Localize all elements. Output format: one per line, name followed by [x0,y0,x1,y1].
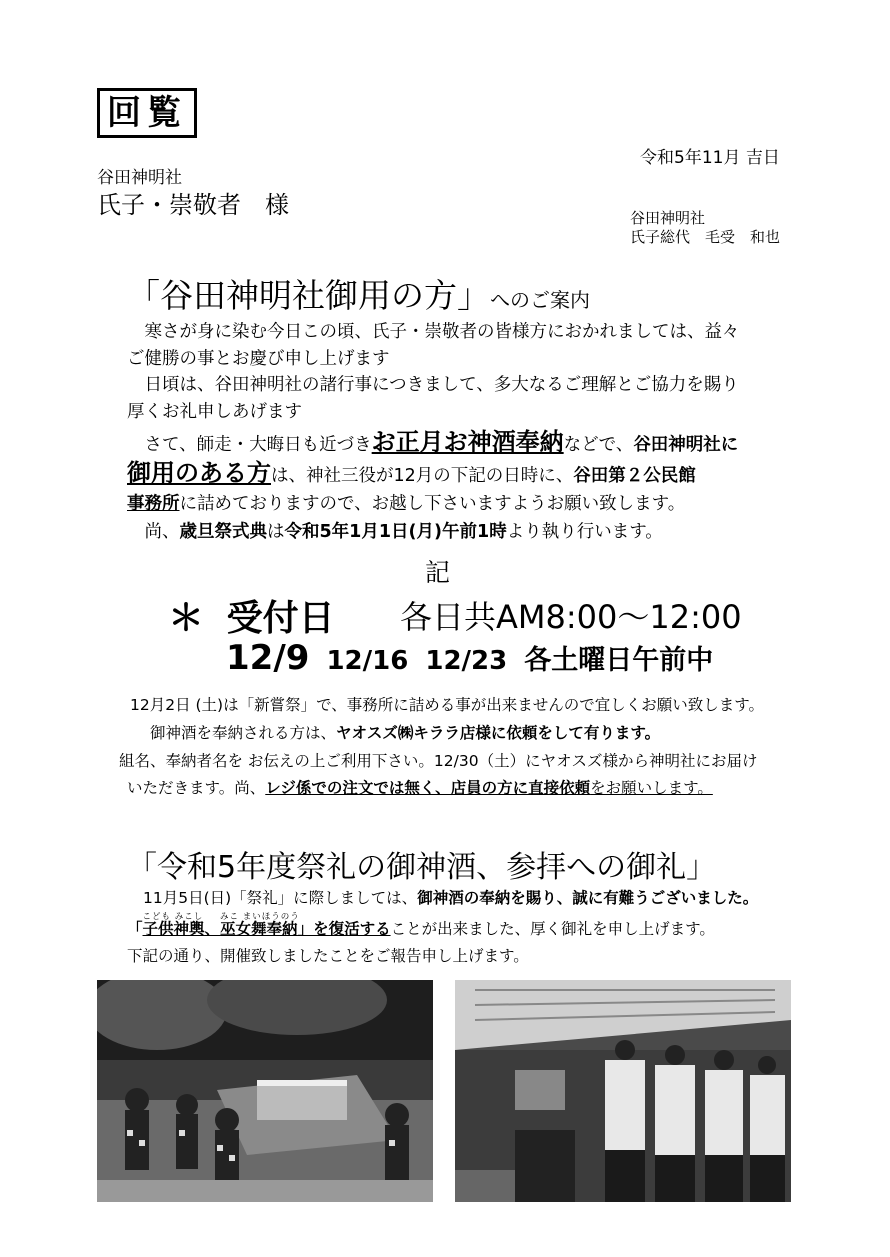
p4-text-c: は [267,522,285,542]
notice-title-main: 「谷田神明社御用の方」 [127,276,490,315]
photo-kodomo-mikoshi-image [97,980,433,1202]
reception-label: 受付日 [226,598,335,639]
recipient-people: 氏子・崇敬者 様 [97,191,289,219]
thanks-line-2 [127,912,715,942]
kodomo-mikoshi: 子供神輿 [142,920,205,938]
note-3: 組名、奉納者名を お伝えの上ご利用下さい。12/30（土）にヤオスズ様から神明社にお届け [119,752,758,770]
p3-text-f: は、神社三役が12月の下記の日時に、 [271,466,574,486]
reception-day-note: 各土曜日午前中 [524,645,714,676]
p3-shrine: 谷田神明社に [633,435,739,455]
reception-date-1: 12/9 [226,638,310,678]
p1-line1: 寒さが身に染む今日この頃、氏子・崇敬者の皆様方におかれましては、益々 [144,322,740,342]
notice-title-suffix: へのご案内 [490,288,590,312]
note-2 [150,721,660,746]
thanks-line-1-text: 11月5日(日)「祭礼」に際しましては、 [143,889,418,907]
reception-date-2: 12/16 [326,646,409,676]
photo-miko-mai-image [455,980,791,1202]
note-2-bold: ヤオスズ㈱キララ店様に依頼をして有ります。 [336,724,661,742]
note-2-text: 御神酒を奉納される方は、 [150,724,337,742]
p3-office: 事務所 [127,494,180,514]
p3-text-i: に詰めておりますので、お越し下さいますようお願い致します。 [179,494,686,514]
recipient-shrine: 谷田神明社 [97,168,182,188]
reception-hours: 各日共AM8:00～12:00 [400,598,742,636]
p1-line2: ご健勝の事とお慶び申し上げます [127,348,390,369]
issue-date: 令和5年11月 吉日 [640,148,780,168]
thanks-comma: 、 [204,920,221,938]
thanks-revive: 」を復活する [297,920,391,938]
notice-title [127,270,590,317]
p3-text-a: さて、師走・大晦日も近づき [144,435,372,455]
photo-miko-mai [455,980,791,1202]
paragraph-1 [127,319,740,425]
thanks-line-1-bold: 御神酒の奉納を賜り、誠に有難うございました。 [417,889,759,907]
note-4-text-c: をお願いします。 [590,779,713,797]
ki-mark: 記 [425,558,451,587]
p4-ceremony: 歳旦祭式典 [179,522,267,542]
p3-community-hall: 谷田第２公民館 [573,466,696,486]
p4-text-a: 尚、 [144,522,180,542]
p3-those-with-business: 御用のある方 [127,459,271,487]
note-4-underlined: レジ係での注文では無く、店員の方に直接依頼 [265,779,591,797]
p2-line1: 日頃は、谷田神明社の諸行事につきまして、多大なるご理解とご協力を賜り [144,375,739,395]
thanks-quote-open: 「 [127,920,143,938]
miko-mai-offering: 巫女舞奉納 [220,920,298,938]
ruby-miko-maihouno: みこ まいほうのう [220,912,300,922]
reception-label-row [168,590,335,641]
reception-dates [226,638,713,678]
p3-osake-offering: お正月お神酒奉納 [371,428,564,456]
kairan-box [97,88,197,138]
kairan-label: 回覧 [107,93,187,133]
p2-line2: 厚くお礼申しあげます [127,401,302,422]
thanks-line-3: 下記の通り、開催致しましたことをご報告申し上げます。 [127,947,529,965]
p4-text-e: より執り行います。 [506,522,663,542]
paragraph-3 [127,428,738,546]
reception-date-3: 12/23 [425,646,508,676]
thanks-title: 「令和5年度祭礼の御神酒、参拝への御礼」 [127,850,717,885]
note-4 [127,776,713,801]
p3-text-c: などで、 [563,435,634,455]
star-icon: ＊ [168,598,205,639]
photo-kodomo-mikoshi [97,980,433,1202]
p4-ceremony-date: 令和5年1月1日(月)午前1時 [284,522,507,542]
note-1: 12月2日 (土)は「新嘗祭」で、事務所に詰める事が出来ませんので宜しくお願い致します。 [130,696,765,714]
sender-person: 氏子総代 毛受 和也 [630,228,781,246]
sender-shrine: 谷田神明社 [630,209,706,227]
thanks-line-2-text: ことが出来ました、厚く御礼を申し上げます。 [390,920,715,938]
ruby-kodomo-mikoshi: こども みこし [142,912,204,922]
note-4-text-a: いただきます。尚、 [127,779,266,797]
